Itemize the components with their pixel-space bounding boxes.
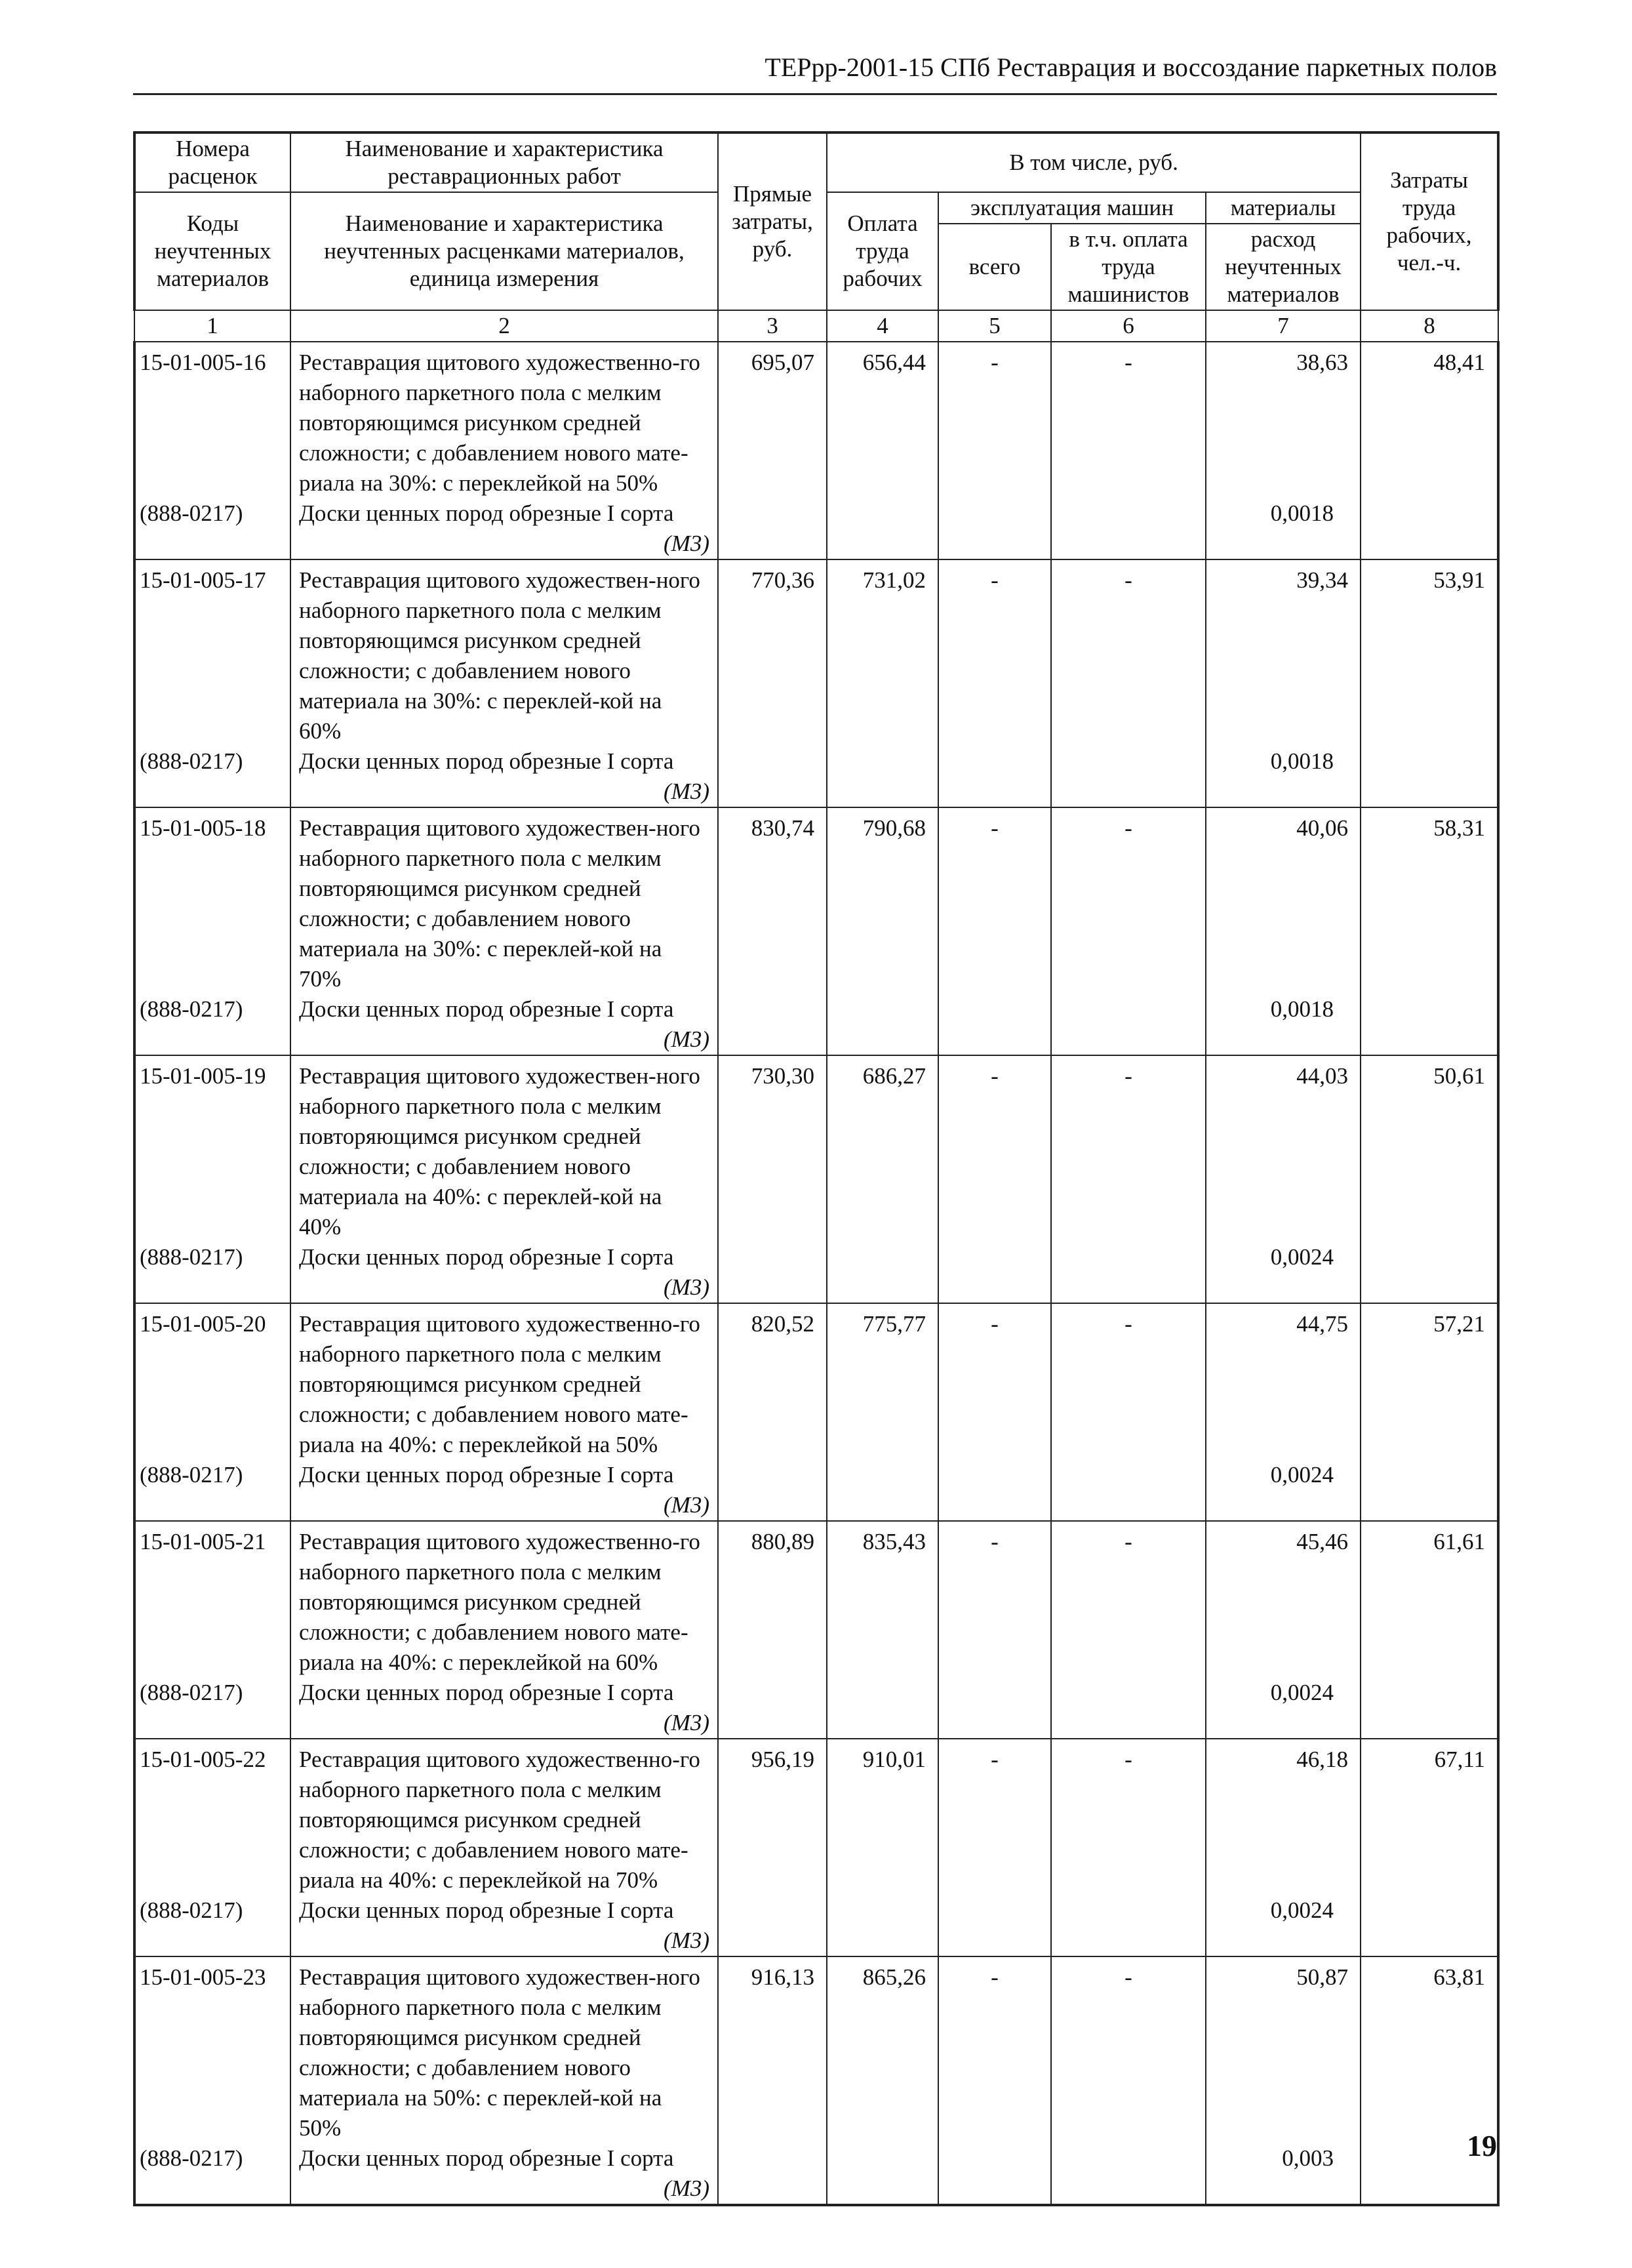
material-code: (888-0217) <box>134 2143 290 2205</box>
material-description <box>290 1242 718 1303</box>
header-machines: эксплуатация машин <box>938 192 1206 224</box>
labor-cost: 775,77 <box>827 1303 938 1460</box>
header-col1-top: Номера расценок <box>134 132 290 192</box>
material-name: Доски ценных пород обрезные I сорта <box>299 500 674 526</box>
header-col2-top: Наименование и характеристика реставрационных работ <box>290 132 718 192</box>
rate-code: 15-01-005-23 <box>134 1956 290 2143</box>
header-col5: всего <box>938 224 1051 310</box>
header-row-1 <box>134 132 1498 192</box>
column-number: 5 <box>938 310 1051 342</box>
rate-code: 15-01-005-21 <box>134 1521 290 1678</box>
rate-description: Реставрация щитового художествен-ного наборного паркетного пола с мелким повторяющимся рисунком средней сложности; с добавлением нового материала на 50%: с переклей-кой на 50% <box>290 1956 718 2143</box>
material-unit: (М3) <box>664 1274 709 1300</box>
labor-cost: 731,02 <box>827 559 938 746</box>
material-unit: (М3) <box>664 531 709 556</box>
material-description <box>290 1678 718 1739</box>
empty-cell <box>938 746 1051 807</box>
empty-cell <box>1361 994 1498 1055</box>
empty-cell <box>718 1460 827 1521</box>
machinist-cost: - <box>1051 1956 1206 2143</box>
empty-cell <box>718 498 827 559</box>
material-unit: (М3) <box>664 779 709 804</box>
empty-cell <box>1051 2143 1206 2205</box>
empty-cell <box>938 498 1051 559</box>
column-number: 2 <box>290 310 718 342</box>
direct-cost: 695,07 <box>718 342 827 498</box>
material-quantity: 0,0018 <box>1206 994 1361 1055</box>
machinist-cost: - <box>1051 342 1206 498</box>
material-quantity: 0,0024 <box>1206 1895 1361 1956</box>
material-quantity: 0,003 <box>1206 2143 1361 2205</box>
header-group: В том числе, руб. <box>827 132 1361 192</box>
material-unit: (М3) <box>664 1492 709 1518</box>
material-row <box>134 994 1498 1055</box>
empty-cell <box>827 1678 938 1739</box>
column-number: 6 <box>1051 310 1206 342</box>
empty-cell <box>1051 1460 1206 1521</box>
empty-cell <box>827 498 938 559</box>
material-name: Доски ценных пород обрезные I сорта <box>299 1462 674 1488</box>
material-description <box>290 1895 718 1956</box>
page-header-title: ТЕРрр-2001-15 СПб Реставрация и воссоздание паркетных полов <box>765 52 1497 82</box>
page-number: 19 <box>1467 2129 1497 2162</box>
empty-cell <box>718 1895 827 1956</box>
labor-cost: 656,44 <box>827 342 938 498</box>
material-quantity: 0,0024 <box>1206 1242 1361 1303</box>
material-row <box>134 1678 1498 1739</box>
material-code: (888-0217) <box>134 1895 290 1956</box>
rate-code: 15-01-005-20 <box>134 1303 290 1460</box>
material-quantity: 0,0018 <box>1206 498 1361 559</box>
rate-description: Реставрация щитового художественно-го наборного паркетного пола с мелким повторяющимся рисунком средней сложности; с добавлением нового мате-риала на 40%: с переклейкой на 60% <box>290 1521 718 1678</box>
empty-cell <box>827 1460 938 1521</box>
empty-cell <box>1051 994 1206 1055</box>
column-number: 3 <box>718 310 827 342</box>
header-col1-bottom: Коды неучтенных материалов <box>134 192 290 310</box>
rates-table <box>133 131 1500 2206</box>
material-description <box>290 2143 718 2205</box>
direct-cost: 956,19 <box>718 1739 827 1895</box>
header-rule <box>133 93 1497 95</box>
header-materials: материалы <box>1206 192 1361 224</box>
direct-cost: 770,36 <box>718 559 827 746</box>
header-col8: Затраты труда рабочих, чел.-ч. <box>1361 132 1498 310</box>
material-name: Доски ценных пород обрезные I сорта <box>299 2145 674 2171</box>
materials-cost: 44,03 <box>1206 1055 1361 1242</box>
entries-body <box>134 342 1498 2205</box>
rate-description: Реставрация щитового художественно-го наборного паркетного пола с мелким повторяющимся рисунком средней сложности; с добавлением нового мате-риала на 40%: с переклейкой на 50% <box>290 1303 718 1460</box>
rate-description: Реставрация щитового художественно-го наборного паркетного пола с мелким повторяющимся рисунком средней сложности; с добавлением нового мате-риала на 40%: с переклейкой на 70% <box>290 1739 718 1895</box>
material-row <box>134 746 1498 807</box>
labor-hours: 58,31 <box>1361 807 1498 994</box>
empty-cell <box>938 1460 1051 1521</box>
labor-hours: 57,21 <box>1361 1303 1498 1460</box>
empty-cell <box>718 1678 827 1739</box>
empty-cell <box>1051 1242 1206 1303</box>
material-description <box>290 498 718 559</box>
column-number: 1 <box>134 310 290 342</box>
empty-cell <box>718 2143 827 2205</box>
rate-row <box>134 342 1498 498</box>
rate-row <box>134 559 1498 746</box>
material-row <box>134 1895 1498 1956</box>
material-row <box>134 2143 1498 2205</box>
material-unit: (М3) <box>664 1928 709 1953</box>
machine-cost: - <box>938 559 1051 746</box>
machinist-cost: - <box>1051 1739 1206 1895</box>
direct-cost: 820,52 <box>718 1303 827 1460</box>
empty-cell <box>827 2143 938 2205</box>
material-name: Доски ценных пород обрезные I сорта <box>299 1244 674 1270</box>
labor-hours: 53,91 <box>1361 559 1498 746</box>
machine-cost: - <box>938 1956 1051 2143</box>
machine-cost: - <box>938 1055 1051 1242</box>
material-unit: (М3) <box>664 2176 709 2201</box>
empty-cell <box>827 746 938 807</box>
labor-hours: 63,81 <box>1361 1956 1498 2143</box>
rate-description: Реставрация щитового художественно-го наборного паркетного пола с мелким повторяющимся рисунком средней сложности; с добавлением нового мате-риала на 30%: с переклейкой на 50% <box>290 342 718 498</box>
empty-cell <box>1361 746 1498 807</box>
material-unit: (М3) <box>664 1026 709 1052</box>
empty-cell <box>1051 746 1206 807</box>
empty-cell <box>1361 1895 1498 1956</box>
material-name: Доски ценных пород обрезные I сорта <box>299 1897 674 1923</box>
empty-cell <box>1051 1895 1206 1956</box>
materials-cost: 46,18 <box>1206 1739 1361 1895</box>
column-number: 7 <box>1206 310 1361 342</box>
machinist-cost: - <box>1051 1055 1206 1242</box>
rate-row <box>134 807 1498 994</box>
material-code: (888-0217) <box>134 1678 290 1739</box>
empty-cell <box>1051 498 1206 559</box>
material-code: (888-0217) <box>134 1242 290 1303</box>
machine-cost: - <box>938 342 1051 498</box>
empty-cell <box>718 1242 827 1303</box>
rate-description: Реставрация щитового художествен-ного наборного паркетного пола с мелким повторяющимся рисунком средней сложности; с добавлением нового материала на 30%: с переклей-кой на 70% <box>290 807 718 994</box>
rate-row <box>134 1739 1498 1895</box>
material-code: (888-0217) <box>134 994 290 1055</box>
empty-cell <box>938 2143 1051 2205</box>
machine-cost: - <box>938 1739 1051 1895</box>
labor-hours: 61,61 <box>1361 1521 1498 1678</box>
machinist-cost: - <box>1051 1303 1206 1460</box>
material-row <box>134 498 1498 559</box>
material-quantity: 0,0018 <box>1206 746 1361 807</box>
materials-cost: 39,34 <box>1206 559 1361 746</box>
material-row <box>134 1242 1498 1303</box>
labor-cost: 790,68 <box>827 807 938 994</box>
rate-code: 15-01-005-16 <box>134 342 290 498</box>
machinist-cost: - <box>1051 559 1206 746</box>
material-name: Доски ценных пород обрезные I сорта <box>299 996 674 1022</box>
rate-code: 15-01-005-19 <box>134 1055 290 1242</box>
empty-cell <box>938 1678 1051 1739</box>
labor-cost: 686,27 <box>827 1055 938 1242</box>
rate-row <box>134 1956 1498 2143</box>
rate-row <box>134 1055 1498 1242</box>
materials-cost: 40,06 <box>1206 807 1361 994</box>
empty-cell <box>1361 1678 1498 1739</box>
header-col7: расход неучтенных материалов <box>1206 224 1361 310</box>
material-quantity: 0,0024 <box>1206 1678 1361 1739</box>
empty-cell <box>827 1895 938 1956</box>
material-unit: (М3) <box>664 1710 709 1735</box>
labor-cost: 865,26 <box>827 1956 938 2143</box>
header-col3: Прямые затраты, руб. <box>718 132 827 310</box>
empty-cell <box>938 994 1051 1055</box>
empty-cell <box>827 994 938 1055</box>
rate-code: 15-01-005-18 <box>134 807 290 994</box>
material-quantity: 0,0024 <box>1206 1460 1361 1521</box>
column-number: 4 <box>827 310 938 342</box>
rate-description: Реставрация щитового художествен-ного наборного паркетного пола с мелким повторяющимся рисунком средней сложности; с добавлением нового материала на 40%: с переклей-кой на 40% <box>290 1055 718 1242</box>
direct-cost: 880,89 <box>718 1521 827 1678</box>
labor-cost: 835,43 <box>827 1521 938 1678</box>
empty-cell <box>938 1895 1051 1956</box>
machinist-cost: - <box>1051 807 1206 994</box>
empty-cell <box>827 1242 938 1303</box>
empty-cell <box>938 1242 1051 1303</box>
material-row <box>134 1460 1498 1521</box>
header-col4: Оплата труда рабочих <box>827 192 938 310</box>
machine-cost: - <box>938 1303 1051 1460</box>
column-number-row <box>134 310 1498 342</box>
empty-cell <box>1361 498 1498 559</box>
rate-code: 15-01-005-17 <box>134 559 290 746</box>
material-name: Доски ценных пород обрезные I сорта <box>299 1680 674 1705</box>
labor-hours: 50,61 <box>1361 1055 1498 1242</box>
material-description <box>290 746 718 807</box>
materials-cost: 44,75 <box>1206 1303 1361 1460</box>
empty-cell <box>718 994 827 1055</box>
header-col2-bottom: Наименование и характеристика неучтенных расценками материалов, единица измерения <box>290 192 718 310</box>
direct-cost: 916,13 <box>718 1956 827 2143</box>
rate-row <box>134 1521 1498 1678</box>
empty-cell <box>1361 1242 1498 1303</box>
labor-hours: 48,41 <box>1361 342 1498 498</box>
materials-cost: 45,46 <box>1206 1521 1361 1678</box>
labor-cost: 910,01 <box>827 1739 938 1895</box>
materials-cost: 38,63 <box>1206 342 1361 498</box>
machinist-cost: - <box>1051 1521 1206 1678</box>
materials-cost: 50,87 <box>1206 1956 1361 2143</box>
material-code: (888-0217) <box>134 498 290 559</box>
rate-code: 15-01-005-22 <box>134 1739 290 1895</box>
rate-description: Реставрация щитового художествен-ного наборного паркетного пола с мелким повторяющимся рисунком средней сложности; с добавлением нового материала на 30%: с переклей-кой на 60% <box>290 559 718 746</box>
labor-hours: 67,11 <box>1361 1739 1498 1895</box>
header-col6: в т.ч. оплата труда машинистов <box>1051 224 1206 310</box>
material-description <box>290 1460 718 1521</box>
material-name: Доски ценных пород обрезные I сорта <box>299 748 674 774</box>
empty-cell <box>1361 1460 1498 1521</box>
machine-cost: - <box>938 1521 1051 1678</box>
empty-cell <box>1051 1678 1206 1739</box>
empty-cell <box>718 746 827 807</box>
material-code: (888-0217) <box>134 746 290 807</box>
rate-row <box>134 1303 1498 1460</box>
direct-cost: 730,30 <box>718 1055 827 1242</box>
machine-cost: - <box>938 807 1051 994</box>
material-code: (888-0217) <box>134 1460 290 1521</box>
direct-cost: 830,74 <box>718 807 827 994</box>
column-number: 8 <box>1361 310 1498 342</box>
material-description <box>290 994 718 1055</box>
